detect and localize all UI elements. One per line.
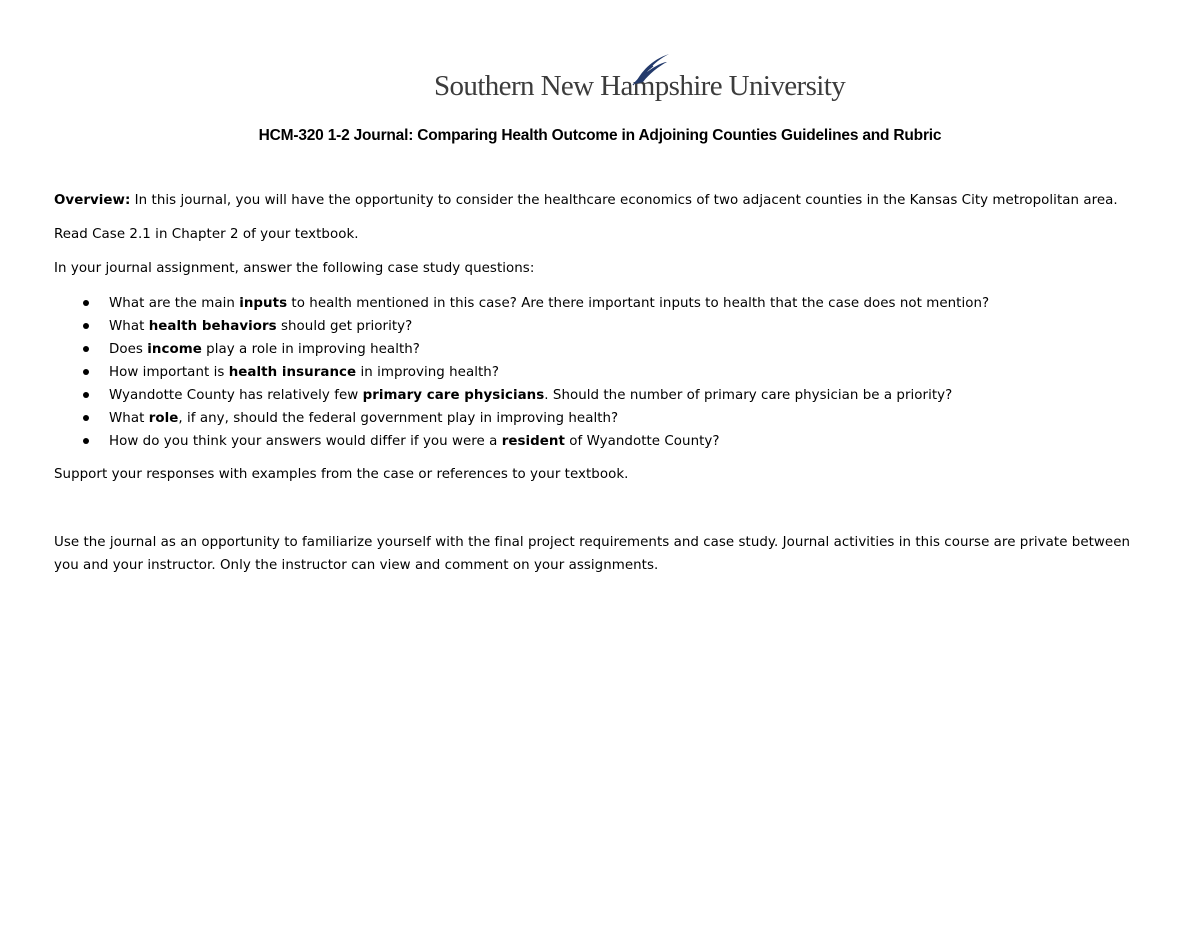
support-paragraph: Support your responses with examples from the case or references to your textbook. xyxy=(54,467,629,482)
bullet-icon xyxy=(83,369,89,375)
closing-paragraph: Use the journal as an opportunity to familiarize yourself with the final project requirements and case study. Journal activities in this course are private between you and your instructor. Only the instructor can view and comment on your assignments. xyxy=(54,535,1131,573)
overview-paragraph xyxy=(54,191,1118,211)
overview-label: Overview: xyxy=(54,193,131,208)
instructions-paragraph: In your journal assignment, answer the following case study questions: xyxy=(54,261,535,276)
read-case-paragraph: Read Case 2.1 in Chapter 2 of your textbook. xyxy=(54,227,359,242)
logo-wordmark: Southern New Hampshire University xyxy=(434,70,846,102)
list-item: How do you think your answers would differ if you were a resident of Wyandotte County? xyxy=(54,432,989,455)
leaf-icon xyxy=(631,52,671,86)
questions-list xyxy=(54,294,989,455)
list-item: What are the main inputs to health mentioned in this case? Are there important inputs to health that the case does not mention? xyxy=(54,294,989,317)
bullet-icon xyxy=(83,323,89,329)
list-item: Does income play a role in improving health? xyxy=(54,340,989,363)
list-item: Wyandotte County has relatively few primary care physicians. Should the number of primary care physician be a priority? xyxy=(54,386,989,409)
bullet-icon xyxy=(83,438,89,444)
list-item: What health behaviors should get priority? xyxy=(54,317,989,340)
bullet-icon xyxy=(83,300,89,306)
bullet-icon xyxy=(83,415,89,421)
university-logo xyxy=(434,52,846,108)
overview-text: In this journal, you will have the opportunity to consider the healthcare economics of two adjacent counties in the Kansas City metropolitan area. xyxy=(130,193,1118,208)
page-title: HCM-320 1-2 Journal: Comparing Health Outcome in Adjoining Counties Guidelines and Rubric xyxy=(258,127,942,144)
list-item: What role, if any, should the federal government play in improving health? xyxy=(54,409,989,432)
list-item: How important is health insurance in improving health? xyxy=(54,363,989,386)
bullet-icon xyxy=(83,346,89,352)
bullet-icon xyxy=(83,392,89,398)
